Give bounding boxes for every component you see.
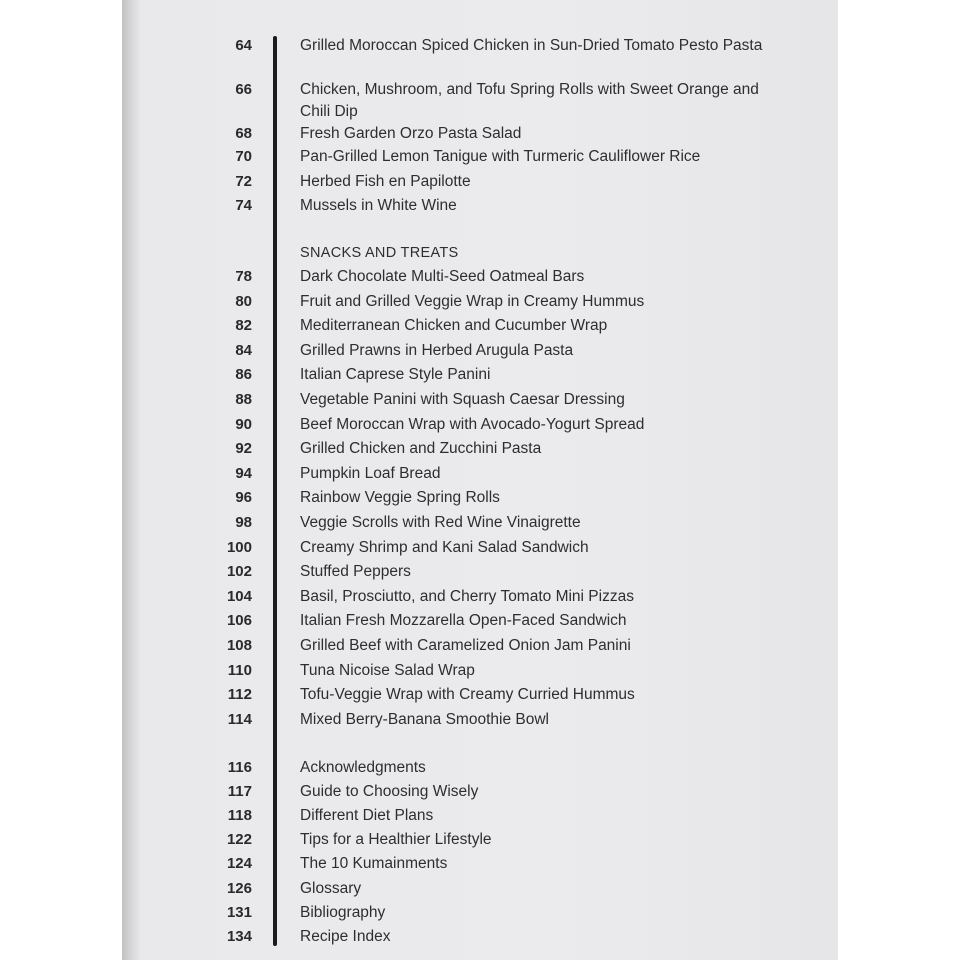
toc-page-number: 108 xyxy=(226,637,252,654)
toc-page-number: 92 xyxy=(235,440,252,458)
toc-entry-title: Grilled Beef with Caramelized Onion Jam Panini xyxy=(300,637,631,654)
toc-page-number: 84 xyxy=(235,341,252,359)
toc-entry-title: Acknowledgments xyxy=(300,759,426,776)
toc-page-number: 118 xyxy=(227,807,252,825)
toc-page-number: 117 xyxy=(227,783,252,801)
toc-entry-title: Stuffed Peppers xyxy=(300,563,411,581)
toc-entry-title: Tuna Nicoise Salad Wrap xyxy=(300,661,475,679)
toc-page-number: 80 xyxy=(235,292,252,310)
toc-page-number: 100 xyxy=(226,538,252,556)
left-background xyxy=(0,0,122,960)
toc-page-number: 70 xyxy=(235,148,252,165)
vertical-divider-line xyxy=(273,36,277,946)
toc-page-number: 98 xyxy=(235,514,252,531)
toc-page-number: 124 xyxy=(226,855,252,873)
toc-page-number: 112 xyxy=(227,686,252,704)
toc-page-number: 94 xyxy=(235,464,252,482)
toc-entry-title: Glossary xyxy=(300,879,362,897)
toc-entry-title: Grilled Prawns in Herbed Arugula Pasta xyxy=(300,341,574,359)
toc-entry-title: Guide to Choosing Wisely xyxy=(300,783,479,801)
toc-page-number: 78 xyxy=(235,268,252,285)
toc-entry-title: Mussels in White Wine xyxy=(300,197,457,214)
toc-entry-title: Vegetable Panini with Squash Caesar Dressing xyxy=(300,391,625,408)
toc-page-number: 116 xyxy=(227,759,252,776)
toc-page-number: 74 xyxy=(235,197,252,214)
toc-page-number: 102 xyxy=(226,563,252,581)
toc-page-number: 104 xyxy=(226,587,252,605)
toc-page-number: 68 xyxy=(235,125,252,142)
toc-entry-title: Different Diet Plans xyxy=(300,807,434,825)
toc-entry-title: The 10 Kumainments xyxy=(300,855,448,873)
toc-entry-title: Fruit and Grilled Veggie Wrap in Creamy Hummus xyxy=(300,292,645,310)
toc-entry-title: Italian Caprese Style Panini xyxy=(300,366,491,384)
toc-entry-title: Mediterranean Chicken and Cucumber Wrap xyxy=(300,317,608,335)
toc-page-number: 64 xyxy=(235,37,252,54)
toc-entry-title: Veggie Scrolls with Red Wine Vinaigrette xyxy=(300,514,581,531)
toc-entry-title: Basil, Prosciutto, and Cherry Tomato Mini Pizzas xyxy=(300,587,634,605)
toc-page-number: 126 xyxy=(226,879,252,897)
toc-entry-title: Grilled Moroccan Spiced Chicken in Sun-Dried Tomato Pesto Pasta xyxy=(300,37,763,54)
toc-entry-title: Pumpkin Loaf Bread xyxy=(300,464,441,482)
toc-page-number: 72 xyxy=(235,173,252,190)
toc-page-number: 114 xyxy=(227,710,252,728)
toc-page-number: 90 xyxy=(235,415,252,433)
toc-entry-title: Pan-Grilled Lemon Tanigue with Turmeric Cauliflower Rice xyxy=(300,148,701,165)
toc-page-number: 66 xyxy=(235,81,252,98)
right-background xyxy=(838,0,960,960)
toc-entry-title: Dark Chocolate Multi-Seed Oatmeal Bars xyxy=(300,268,585,285)
toc-page-number: 96 xyxy=(235,489,252,507)
toc-entry-title: Bibliography xyxy=(300,903,386,921)
toc-page-number: 106 xyxy=(226,612,252,630)
toc-page-number: 110 xyxy=(227,661,252,679)
toc-page-number: 131 xyxy=(226,903,252,921)
toc-entry-title: Fresh Garden Orzo Pasta Salad xyxy=(300,125,522,142)
toc-entry-title: Mixed Berry-Banana Smoothie Bowl xyxy=(300,710,549,728)
toc-page-number: 86 xyxy=(235,366,252,384)
toc-entry-title: Grilled Chicken and Zucchini Pasta xyxy=(300,440,542,458)
toc-entry-title: Recipe Index xyxy=(300,927,391,945)
toc-entry-title: Italian Fresh Mozzarella Open-Faced Sandwich xyxy=(300,612,627,630)
toc-page-number: 82 xyxy=(235,317,252,335)
section-heading: SNACKS AND TREATS xyxy=(300,245,459,261)
toc-page-number: 88 xyxy=(235,391,252,408)
toc-entry-title: Chicken, Mushroom, and Tofu Spring Rolls with Sweet Orange and Chili Dip xyxy=(300,81,759,120)
toc-page-number: 134 xyxy=(226,927,252,945)
page-gutter-shadow xyxy=(122,0,140,960)
toc-entry-title: Tofu-Veggie Wrap with Creamy Curried Hummus xyxy=(300,686,635,704)
toc-page-number: 122 xyxy=(226,831,252,849)
toc-entry-title: Beef Moroccan Wrap with Avocado-Yogurt Spread xyxy=(300,415,645,433)
toc-entry-title: Rainbow Veggie Spring Rolls xyxy=(300,489,500,507)
toc-entry-title: Tips for a Healthier Lifestyle xyxy=(300,831,492,849)
toc-entry-title: Creamy Shrimp and Kani Salad Sandwich xyxy=(300,538,589,556)
book-page xyxy=(122,0,838,960)
toc-entry-title: Herbed Fish en Papilotte xyxy=(300,173,471,190)
